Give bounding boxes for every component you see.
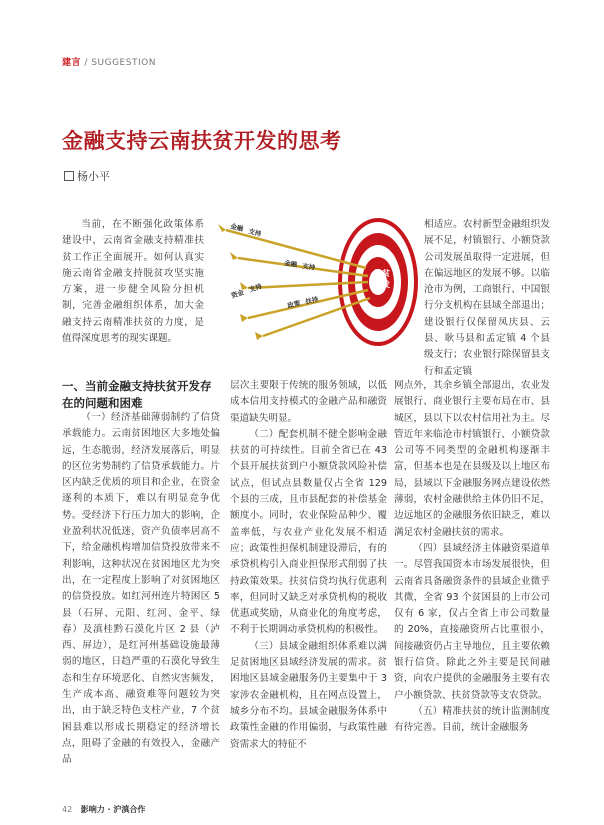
section-heading: 一、当前金融支持扶贫开发存在的问题和困难 [62, 379, 212, 410]
col2-body: 层次主要限于传统的服务领域，以低成本信用支持模式的金融产品和融资渠道缺失明显。 （二）配套机制不健全影响金融扶贫的可持续性。目前全省已在 43 个县开展扶贫到户小额贷款风险补偿试点，但试点县数量仅占全省 129 个县的三成，且市县配套的补偿基金额度小。同时，农业保险品种少、覆盖率低，与农业产业化发展不相适应；政策性担保机制建设滞后，有的承贷机构引入商业担保形式削弱了扶持政策效果。扶贫信贷均执行优惠利率，但同时又缺乏对承贷机构的税收优惠或奖励，从商业化的角度考虑，不利于长期调动承贷机构的积极性。 （三）县域金融组织体系难以满足贫困地区县域经济发展的需求。贫困地区县域金融服务仍主要集中于 3 家涉农金融机构，且在网点设置上，城乡分布不均。县域金融服务体系中政策性金融的作用偏弱，与政策性融资需求大的特征不 [230, 380, 387, 750]
author-line [64, 168, 110, 184]
arrow-label-1: 金融 [229, 222, 245, 234]
page-footer [62, 804, 145, 815]
arrow-label-3: 金融 [283, 259, 298, 269]
arrow-fletching [218, 224, 263, 340]
author-box-icon [64, 171, 74, 181]
col1-body: （一）经济基础薄弱制约了信贷承载能力。云南贫困地区大多地处偏远，生态脆弱，经济发展落后，明显的区位劣势制约了信贷承载能力。片区内缺乏优质的项目和企业，在资金逐利的本质下，难以有明显竞争优势。受经济下行压力加大的影响，企业盈利状况低迷，资产负债率居高不下，给金融机构增加信贷投放带来不利影响，这种状况在贫困地区尤为突出，在一定程度上影响了对贫困地区的信贷投放。如红河州连片特困区 5 县（石屏、元阳、红河、金平、绿春）及滇桂黔石漠化片区 2 县（泸西、屏边），是红河州基础设施最薄弱的地区，日趋严重的石漠化导致生态和生存环境恶化、自然灾害频发，生产成本高、融资难等问题较为突出，由于缺乏特色支柱产业，7 个贫困县难以形成长期稳定的经济增长点，阻碍了金融的有效投入，金融产品 [62, 412, 220, 766]
header-separator: / [84, 58, 88, 68]
arrow-label-7: 资金 [230, 288, 245, 300]
page-number: 42 [62, 805, 73, 814]
intro-paragraph: 当前，在不断强化政策体系建设中，云南省金融支持精准扶贫工作正全面展开。如何认真实施云南省金融支持脱贫攻坚实施方案，进一步健全风险分担机制，完善金融组织体系，加大金融支持云南精准扶贫的力度，是值得深度思考的现实课题。 [62, 219, 204, 345]
target-label-2: 开发 [374, 280, 390, 289]
section-label-en: SUGGESTION [91, 58, 156, 68]
article-title: 金融支持云南扶贫开发的思考 [62, 129, 342, 153]
section-header [62, 55, 156, 68]
arrow-label-8: 支持 [248, 282, 263, 294]
target-illustration [218, 210, 418, 370]
section-tag: 建言 [62, 58, 82, 68]
col3-body: 网点外，其余乡镇全部退出，农业发展银行、商业银行主要布局在市、县城区，县以下以农村信用社为主。尽管近年来临沧市村镇银行、小额贷款公司等不同类型的金融机构逐渐丰富，但基本也是在县级及以上地区布局，县域以下金融服务网点建设依然薄弱，农村金融供给主体仍旧不足，边远地区的金融服务依旧缺乏，难以满足农村金融扶贫的需求。 （四）县域经济主体融资渠道单一。尽管我国资本市场发展很快，但云南省具备融资条件的县域企业微乎其微，全省 93 个贫困县的上市公司仅有 6 家，仅占全省上市公司数量的 20%，直接融资所占比重很小，间接融资仍占主导地位，且主要依赖银行信贷。除此之外主要是民间融资，向农户提供的金融服务主要有农户小额贷款、扶贫贷款等支农贷款。 （五）精准扶贫的统计监测制度有待完善。目前，统计金融服务 [394, 380, 550, 734]
arrow-label-2: 支持 [247, 227, 263, 239]
author-name: 杨小平 [77, 170, 110, 183]
arrow-label-4: 支持 [301, 262, 316, 272]
magazine-name: 影响力 · 沪滇合作 [80, 805, 146, 814]
arrow-label-5: 政策 [286, 299, 302, 310]
col3-top-paragraph: 相适应。农村新型金融组织发展不足，村镇银行、小额贷款公司发展虽取得一定进展，但在偏远地区的发展不够。以临沧市为例，工商银行、中国银行分支机构在县域全部退出；建设银行仅保留凤庆县、云县、耿马县和孟定镇 4 个县级支行；农业银行除保留县支行和孟定镇 [424, 219, 550, 377]
target-label-1: 扶贫 [374, 269, 390, 278]
arrow-label-6: 扶持 [304, 295, 320, 306]
